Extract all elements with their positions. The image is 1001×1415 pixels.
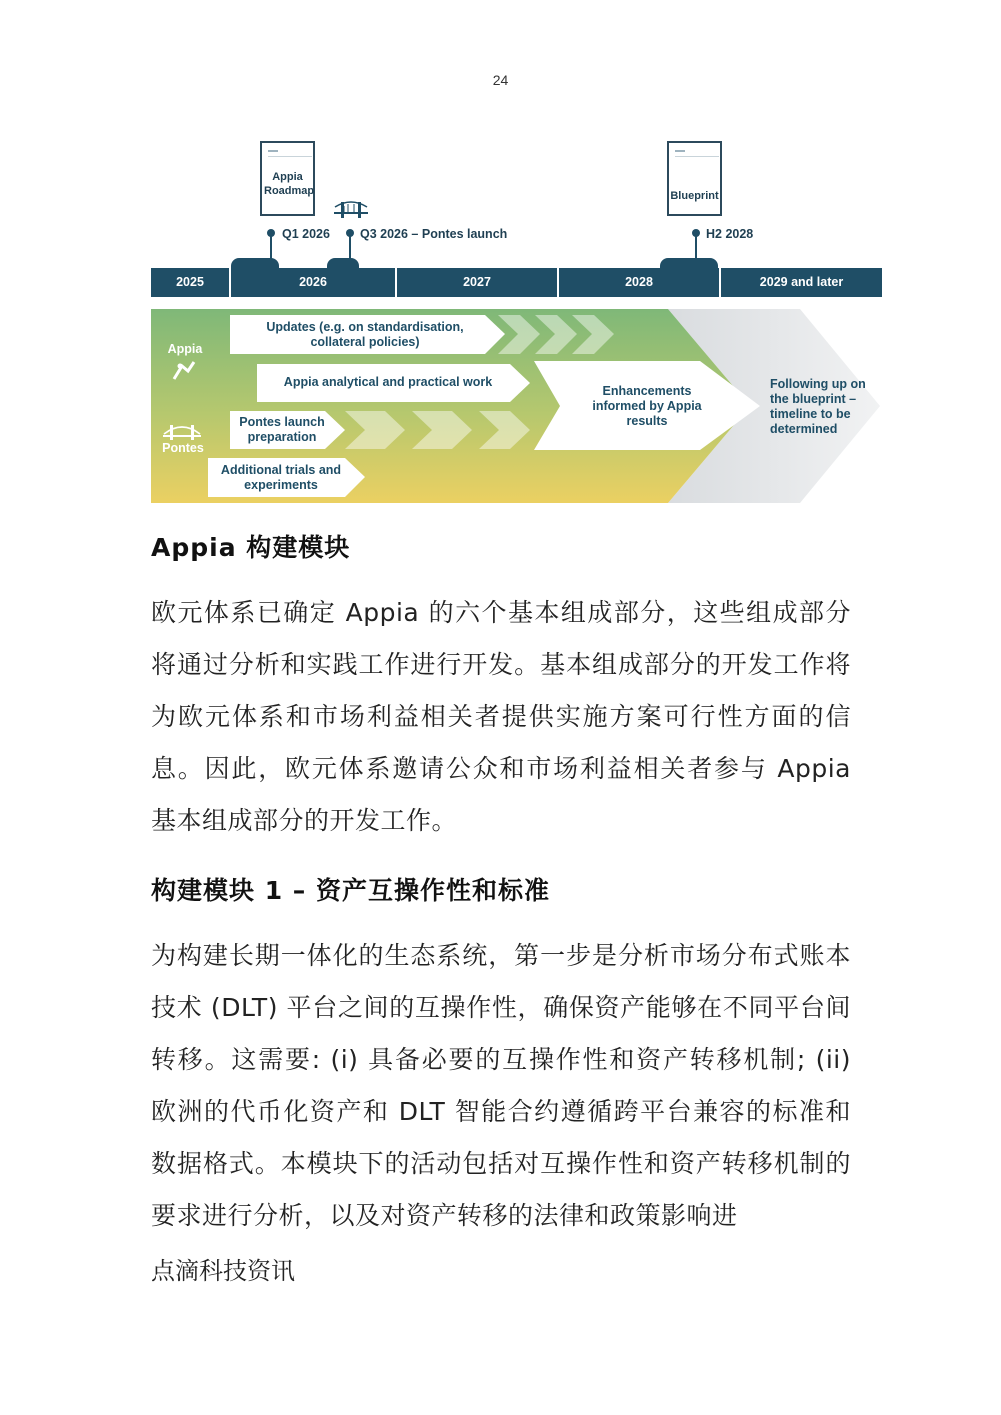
year-2025: 2025 [176,275,204,289]
year-2028: 2028 [625,275,653,289]
following-up-label: Following up on the blueprint – timeline to be determined [770,377,866,436]
heading-building-block-1: 构建模块 1 – 资产互操作性和标准 [151,876,551,905]
paragraph-building-block-1: 为构建长期一体化的生态系统，第一步是分析市场分布式账本技术 (DLT) 平台之间的互操作性，确保资产能够在不同平台间转移。这需要: (i) 具备必要的互操作性和资产转移机制; (ii) 欧洲的代币化资产和 DLT 智能合约遵循跨平台兼容的标准和数据格式。本模块下的活动包括对互操作性和资产转移机制的要求进行分析，以及对资产转移的法律和政策影响进 [151,941,851,1230]
pontes-side-label: Pontes [162,441,204,455]
source-credit: 点滴科技资讯 [151,1257,295,1285]
pontes-preparation-label: Pontes launch preparation [239,415,325,444]
year-2026: 2026 [299,275,327,289]
trials-label: Additional trials and experiments [220,463,342,492]
appia-side-label: Appia [167,342,203,356]
enhancements-label: Enhancements informed by Appia results [592,384,702,428]
blueprint-document-label: Blueprint [670,190,719,202]
h2-2028-label: H2 2028 [706,227,754,241]
analytical-work-label: Appia analytical and practical work [283,375,493,389]
year-2029-and-later: 2029 and later [759,275,844,289]
roadmap-document-label: Appia Roadmap [264,171,315,197]
roadmap-figure [0,0,1001,510]
paragraph-intro: 欧元体系已确定 Appia 的六个基本组成部分，这些组成部分将通过分析和实践工作进行开发。基本组成部分的开发工作将为欧元体系和市场利益相关者提供实施方案可行性方面的信息。因此，欧元体系邀请公众和市场利益相关者参与 Appia 基本组成部分的开发工作。 [151,598,851,835]
updates-row-label: Updates (e.g. on standardisation, collateral policies) [266,320,464,349]
year-2027: 2027 [463,275,491,289]
heading-appia-building-blocks: Appia 构建模块 [151,533,351,562]
q1-2026-label: Q1 2026 [282,227,330,241]
q3-2026-label: Q3 2026 – Pontes launch [360,227,508,241]
page-number: 24 [492,72,509,88]
